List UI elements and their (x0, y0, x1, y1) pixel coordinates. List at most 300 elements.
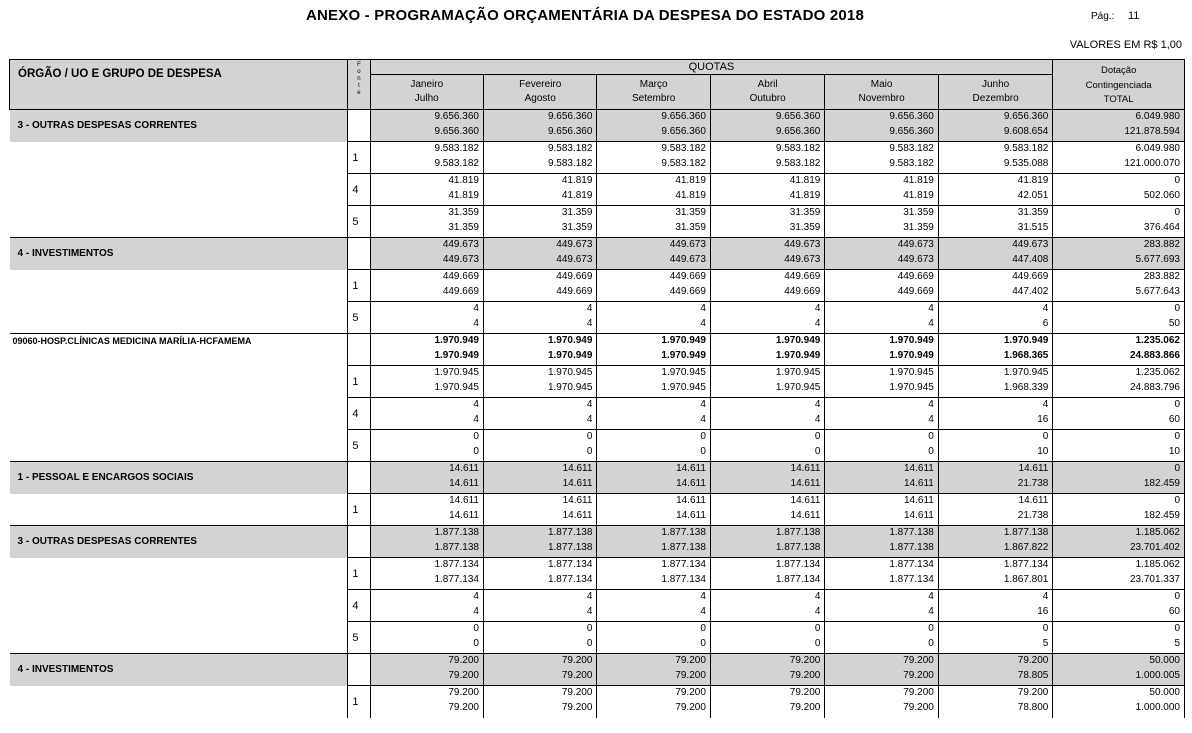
fonte-cell (348, 334, 370, 366)
value-second-half: 9.656.360 (889, 125, 934, 137)
value-second-half: 0 (814, 445, 821, 457)
value-second-half: 9.583.182 (661, 157, 706, 169)
dotacao-value-cell (1053, 174, 1185, 206)
value-second-half: 1.968.339 (1003, 381, 1049, 393)
table-row (10, 430, 1185, 462)
value-second-half: 5 (1042, 637, 1049, 649)
value-second-half: 41.819 (903, 189, 934, 201)
value-first-half: 0 (1174, 431, 1180, 442)
value-first-half: 0 (1174, 399, 1180, 410)
value-second-half: 376.464 (1143, 221, 1180, 233)
quota-value-cell (597, 590, 710, 622)
value-first-half: 1.970.949 (1003, 335, 1049, 346)
value-first-half: 9.656.360 (547, 111, 593, 122)
quota-value-cell (597, 494, 710, 526)
quota-value-cell (710, 302, 824, 334)
value-first-half: 31.359 (789, 207, 821, 218)
value-first-half: 1.877.134 (434, 559, 479, 570)
value-second-half: 0 (814, 637, 821, 649)
quota-value-cell (483, 270, 596, 302)
value-first-half: 1.877.134 (775, 559, 821, 570)
value-second-half: 14.611 (790, 509, 821, 521)
quota-value-cell (597, 334, 710, 366)
value-second-half: 42.051 (1017, 189, 1049, 201)
value-second-half: 1.970.945 (661, 381, 706, 393)
quota-value-cell (370, 238, 483, 270)
value-second-half: 1.877.138 (775, 541, 821, 553)
quota-value-cell (825, 238, 938, 270)
value-first-half: 9.656.360 (434, 111, 479, 122)
value-second-half: 1.877.138 (889, 541, 934, 553)
value-first-half: 1.970.945 (889, 367, 934, 378)
value-second-half: 1.000.005 (1135, 669, 1180, 681)
value-second-half: 21.738 (1017, 509, 1049, 521)
value-first-half: 4 (1042, 399, 1049, 410)
value-first-half: 9.656.360 (661, 111, 706, 122)
column-header-month (370, 75, 483, 110)
table-row (10, 462, 1185, 494)
dotacao-value-cell (1053, 334, 1185, 366)
value-first-half: 1.877.138 (775, 527, 821, 538)
value-first-half: 1.877.134 (1003, 559, 1049, 570)
month-name-second-half: Dezembro (972, 93, 1019, 104)
quota-value-cell (710, 398, 824, 430)
fonte-cell: 4 (348, 174, 370, 206)
quota-value-cell (825, 494, 938, 526)
quota-value-cell (483, 494, 596, 526)
value-first-half: 79.200 (789, 655, 821, 666)
value-second-half: 1.000.000 (1135, 701, 1180, 713)
value-first-half: 4 (814, 399, 821, 410)
value-second-half: 449.669 (669, 285, 706, 297)
value-second-half: 31.515 (1017, 221, 1049, 233)
quota-value-cell (597, 622, 710, 654)
quota-value-cell (370, 302, 483, 334)
value-second-half: 4 (586, 317, 593, 329)
value-first-half: 79.200 (903, 687, 934, 698)
value-second-half: 79.200 (903, 701, 934, 713)
value-first-half: 1.970.945 (775, 367, 821, 378)
value-first-half: 9.583.182 (1003, 143, 1049, 154)
value-second-half: 5.677.693 (1135, 253, 1180, 265)
value-first-half: 31.359 (675, 207, 706, 218)
fonte-cell: 5 (348, 302, 370, 334)
value-first-half: 4 (700, 591, 706, 602)
fonte-cell: 5 (348, 206, 370, 238)
row-label-empty (10, 398, 348, 430)
value-second-half: 4 (700, 317, 706, 329)
value-first-half: 1.970.945 (547, 367, 593, 378)
value-second-half: 4 (814, 605, 821, 617)
table-row (10, 334, 1185, 366)
value-second-half: 4 (473, 317, 479, 329)
value-first-half: 0 (1174, 303, 1180, 314)
value-first-half: 50.000 (1149, 687, 1180, 698)
quota-value-cell (825, 206, 938, 238)
value-second-half: 14.611 (904, 477, 934, 489)
month-name-first-half: Fevereiro (519, 79, 562, 90)
quota-value-cell (370, 654, 483, 686)
value-second-half: 6 (1042, 317, 1049, 329)
quota-value-cell (825, 430, 938, 462)
value-second-half: 50 (1168, 317, 1180, 329)
value-first-half: 449.669 (442, 271, 479, 282)
value-first-half: 14.611 (904, 463, 934, 474)
value-first-half: 449.669 (556, 271, 593, 282)
dotacao-value-cell (1053, 270, 1185, 302)
month-name-first-half: Janeiro (410, 79, 444, 90)
value-first-half: 6.049.980 (1135, 143, 1180, 154)
value-first-half: 4 (473, 591, 479, 602)
quota-value-cell (825, 462, 938, 494)
value-first-half: 0 (1174, 207, 1180, 218)
value-first-half: 449.673 (669, 239, 706, 250)
value-second-half: 449.673 (556, 253, 593, 265)
value-first-half: 449.673 (1012, 239, 1049, 250)
column-header-orgao: ÓRGÃO / UO E GRUPO DE DESPESA (10, 60, 348, 110)
quota-value-cell (938, 206, 1053, 238)
value-first-half: 0 (1042, 431, 1049, 442)
value-second-half: 0 (473, 445, 479, 457)
dotacao-value-cell (1053, 686, 1185, 718)
quota-value-cell (710, 366, 824, 398)
value-first-half: 14.611 (904, 495, 934, 506)
value-first-half: 14.611 (1018, 463, 1049, 474)
table-row (10, 174, 1185, 206)
column-header-quotas: QUOTAS (370, 60, 1053, 75)
value-second-half: 24.883.796 (1129, 381, 1180, 393)
quota-value-cell (825, 590, 938, 622)
column-header-month (710, 75, 824, 110)
value-second-half: 1.970.945 (547, 381, 593, 393)
value-first-half: 79.200 (561, 655, 593, 666)
value-second-half: 1.877.138 (434, 541, 479, 553)
value-second-half: 1.970.945 (434, 381, 479, 393)
value-second-half: 1.970.949 (889, 349, 934, 361)
value-first-half: 0 (1174, 175, 1180, 186)
value-second-half: 9.583.182 (889, 157, 934, 169)
value-first-half: 449.669 (1012, 271, 1049, 282)
value-second-half: 1.970.949 (547, 349, 593, 361)
quota-value-cell (370, 142, 483, 174)
quota-value-cell (710, 430, 824, 462)
value-first-half: 31.359 (561, 207, 593, 218)
dotacao-value-cell (1053, 430, 1185, 462)
row-label-empty (10, 590, 348, 622)
value-first-half: 41.819 (903, 175, 934, 186)
value-first-half: 9.656.360 (1003, 111, 1049, 122)
fonte-cell: 5 (348, 430, 370, 462)
value-second-half: 78.800 (1017, 701, 1049, 713)
value-first-half: 14.611 (1018, 495, 1049, 506)
value-second-half: 23.701.337 (1129, 573, 1180, 585)
dotacao-value-cell (1053, 142, 1185, 174)
month-name-second-half: Setembro (631, 93, 676, 104)
quota-value-cell (710, 622, 824, 654)
value-second-half: 31.359 (675, 221, 706, 233)
value-second-half: 60 (1168, 605, 1180, 617)
row-group-label: 09060-HOSP.CLÍNICAS MEDICINA MARÍLIA-HCFAMEMA (10, 334, 348, 366)
quota-value-cell (825, 174, 938, 206)
row-group-label: 4 - INVESTIMENTOS (10, 238, 348, 270)
quota-value-cell (710, 238, 824, 270)
quota-value-cell (710, 270, 824, 302)
value-second-half: 182.459 (1143, 477, 1180, 489)
fonte-cell (348, 238, 370, 270)
value-first-half: 0 (586, 431, 593, 442)
quota-value-cell (938, 654, 1053, 686)
quota-value-cell (597, 302, 710, 334)
table-row (10, 302, 1185, 334)
value-second-half: 449.669 (442, 285, 479, 297)
dotacao-value-cell (1053, 302, 1185, 334)
quota-value-cell (483, 334, 596, 366)
quota-value-cell (483, 110, 596, 142)
value-first-half: 4 (473, 399, 479, 410)
dotacao-value-cell (1053, 654, 1185, 686)
value-second-half: 449.673 (442, 253, 479, 265)
quota-value-cell (938, 526, 1053, 558)
column-header-month (483, 75, 596, 110)
value-first-half: 0 (1042, 623, 1049, 634)
value-second-half: 0 (700, 637, 706, 649)
value-second-half: 23.701.402 (1129, 541, 1180, 553)
value-first-half: 14.611 (790, 463, 821, 474)
value-second-half: 14.611 (562, 477, 593, 489)
value-second-half: 79.200 (561, 669, 593, 681)
dotacao-value-cell (1053, 590, 1185, 622)
quota-value-cell (370, 206, 483, 238)
value-second-half: 60 (1168, 413, 1180, 425)
fonte-cell (348, 654, 370, 686)
fonte-cell: 5 (348, 622, 370, 654)
page-number: 11 (1128, 10, 1140, 22)
value-first-half: 79.200 (675, 655, 706, 666)
value-first-half: 1.185.062 (1135, 559, 1180, 570)
quota-value-cell (938, 238, 1053, 270)
value-second-half: 4 (700, 413, 706, 425)
month-name-first-half: Junho (981, 79, 1010, 90)
value-second-half: 41.819 (789, 189, 821, 201)
value-first-half: 0 (700, 431, 706, 442)
value-second-half: 1.970.949 (775, 349, 821, 361)
quota-value-cell (370, 270, 483, 302)
value-first-half: 14.611 (676, 463, 706, 474)
value-first-half: 4 (586, 591, 593, 602)
row-label-empty (10, 366, 348, 398)
value-second-half: 31.359 (789, 221, 821, 233)
value-first-half: 9.583.182 (547, 143, 593, 154)
value-second-half: 79.200 (903, 669, 934, 681)
value-second-half: 0 (928, 445, 934, 457)
dotacao-line-2: Contingenciada (1085, 79, 1152, 91)
value-first-half: 14.611 (449, 463, 479, 474)
month-name-first-half: Abril (757, 79, 778, 90)
column-header-month (825, 75, 938, 110)
value-second-half: 0 (586, 445, 593, 457)
value-first-half: 4 (928, 399, 934, 410)
value-first-half: 0 (928, 431, 934, 442)
value-first-half: 14.611 (676, 495, 706, 506)
row-group-label: 4 - INVESTIMENTOS (10, 654, 348, 686)
dotacao-value-cell (1053, 238, 1185, 270)
quota-value-cell (597, 430, 710, 462)
value-second-half: 79.200 (789, 701, 821, 713)
value-second-half: 79.200 (561, 701, 593, 713)
value-second-half: 4 (473, 605, 479, 617)
table-row (10, 558, 1185, 590)
quota-value-cell (597, 110, 710, 142)
column-header-month (938, 75, 1053, 110)
value-second-half: 0 (473, 637, 479, 649)
quota-value-cell (483, 206, 596, 238)
row-group-label: 3 - OUTRAS DESPESAS CORRENTES (10, 110, 348, 142)
value-first-half: 1.970.949 (547, 335, 593, 346)
value-first-half: 9.656.360 (889, 111, 934, 122)
value-first-half: 0 (1174, 495, 1180, 506)
quota-value-cell (938, 590, 1053, 622)
quota-value-cell (938, 462, 1053, 494)
row-label-empty (10, 494, 348, 526)
quota-value-cell (483, 590, 596, 622)
quota-value-cell (597, 558, 710, 590)
value-first-half: 0 (473, 623, 479, 634)
value-second-half: 14.611 (904, 509, 934, 521)
value-first-half: 9.583.182 (661, 143, 706, 154)
value-second-half: 9.583.182 (434, 157, 479, 169)
value-second-half: 4 (586, 413, 593, 425)
value-first-half: 449.673 (442, 239, 479, 250)
value-first-half: 4 (700, 399, 706, 410)
fonte-cell (348, 526, 370, 558)
value-first-half: 4 (586, 399, 593, 410)
value-first-half: 449.669 (669, 271, 706, 282)
row-group-label: 3 - OUTRAS DESPESAS CORRENTES (10, 526, 348, 558)
quota-value-cell (483, 174, 596, 206)
value-second-half: 447.408 (1012, 253, 1049, 265)
quota-value-cell (370, 110, 483, 142)
value-second-half: 1.970.945 (775, 381, 821, 393)
value-first-half: 41.819 (789, 175, 821, 186)
row-label-empty (10, 270, 348, 302)
quota-value-cell (483, 238, 596, 270)
quota-value-cell (710, 206, 824, 238)
value-first-half: 4 (473, 303, 479, 314)
row-group-label: 1 - PESSOAL E ENCARGOS SOCIAIS (10, 462, 348, 494)
quota-value-cell (597, 366, 710, 398)
value-second-half: 31.359 (903, 221, 934, 233)
value-second-half: 0 (928, 637, 934, 649)
quota-value-cell (710, 686, 824, 718)
dotacao-value-cell (1053, 622, 1185, 654)
value-first-half: 14.611 (562, 463, 593, 474)
row-label-empty (10, 430, 348, 462)
value-first-half: 1.235.062 (1135, 335, 1180, 346)
value-second-half: 14.611 (790, 477, 821, 489)
value-second-half: 1.867.822 (1003, 541, 1049, 553)
dotacao-value-cell (1053, 206, 1185, 238)
value-second-half: 16 (1037, 605, 1049, 617)
value-first-half: 0 (586, 623, 593, 634)
value-second-half: 1.970.949 (661, 349, 706, 361)
value-second-half: 4 (700, 605, 706, 617)
value-first-half: 4 (814, 303, 821, 314)
quota-value-cell (597, 238, 710, 270)
value-first-half: 4 (1042, 303, 1049, 314)
row-label-empty (10, 302, 348, 334)
value-second-half: 41.819 (561, 189, 593, 201)
table-row (10, 590, 1185, 622)
value-second-half: 9.656.360 (775, 125, 821, 137)
quota-value-cell (938, 686, 1053, 718)
value-second-half: 14.611 (676, 509, 706, 521)
month-name-second-half: Outubro (749, 93, 786, 104)
fonte-cell: 1 (348, 494, 370, 526)
value-first-half: 9.583.182 (889, 143, 934, 154)
value-second-half: 78.805 (1017, 669, 1049, 681)
value-second-half: 1.877.138 (661, 541, 706, 553)
value-second-half: 449.669 (556, 285, 593, 297)
quota-value-cell (483, 558, 596, 590)
value-second-half: 41.819 (675, 189, 706, 201)
quota-value-cell (597, 270, 710, 302)
quota-value-cell (710, 142, 824, 174)
value-second-half: 9.583.182 (547, 157, 593, 169)
value-second-half: 4 (814, 317, 821, 329)
table-row (10, 110, 1185, 142)
value-second-half: 4 (473, 413, 479, 425)
quota-value-cell (370, 558, 483, 590)
dotacao-value-cell (1053, 110, 1185, 142)
quota-value-cell (938, 430, 1053, 462)
quota-value-cell (938, 142, 1053, 174)
quota-value-cell (483, 430, 596, 462)
value-second-half: 4 (814, 413, 821, 425)
value-second-half: 79.200 (448, 669, 479, 681)
quota-value-cell (370, 174, 483, 206)
value-first-half: 449.673 (784, 239, 821, 250)
value-second-half: 14.611 (562, 509, 593, 521)
quota-value-cell (483, 686, 596, 718)
value-second-half: 79.200 (448, 701, 479, 713)
dotacao-value-cell (1053, 526, 1185, 558)
value-second-half: 1.867.801 (1003, 573, 1049, 585)
value-first-half: 79.200 (789, 687, 821, 698)
quota-value-cell (938, 174, 1053, 206)
value-first-half: 41.819 (1017, 175, 1049, 186)
value-second-half: 5.677.643 (1135, 285, 1180, 297)
value-second-half: 14.611 (449, 477, 479, 489)
value-first-half: 79.200 (561, 687, 593, 698)
quota-value-cell (370, 366, 483, 398)
dotacao-line-1: Dotação (1100, 65, 1137, 77)
table-row (10, 494, 1185, 526)
value-first-half: 41.819 (448, 175, 479, 186)
value-second-half: 1.877.134 (434, 573, 479, 585)
value-first-half: 449.673 (556, 239, 593, 250)
value-second-half: 1.968.365 (1003, 349, 1049, 361)
fonte-cell: 1 (348, 270, 370, 302)
value-second-half: 449.673 (669, 253, 706, 265)
quota-value-cell (370, 526, 483, 558)
value-first-half: 449.669 (784, 271, 821, 282)
value-first-half: 14.611 (449, 495, 479, 506)
quota-value-cell (825, 558, 938, 590)
value-first-half: 283.882 (1143, 239, 1180, 250)
value-first-half: 6.049.980 (1135, 111, 1180, 122)
quota-value-cell (370, 334, 483, 366)
row-label-empty (10, 142, 348, 174)
